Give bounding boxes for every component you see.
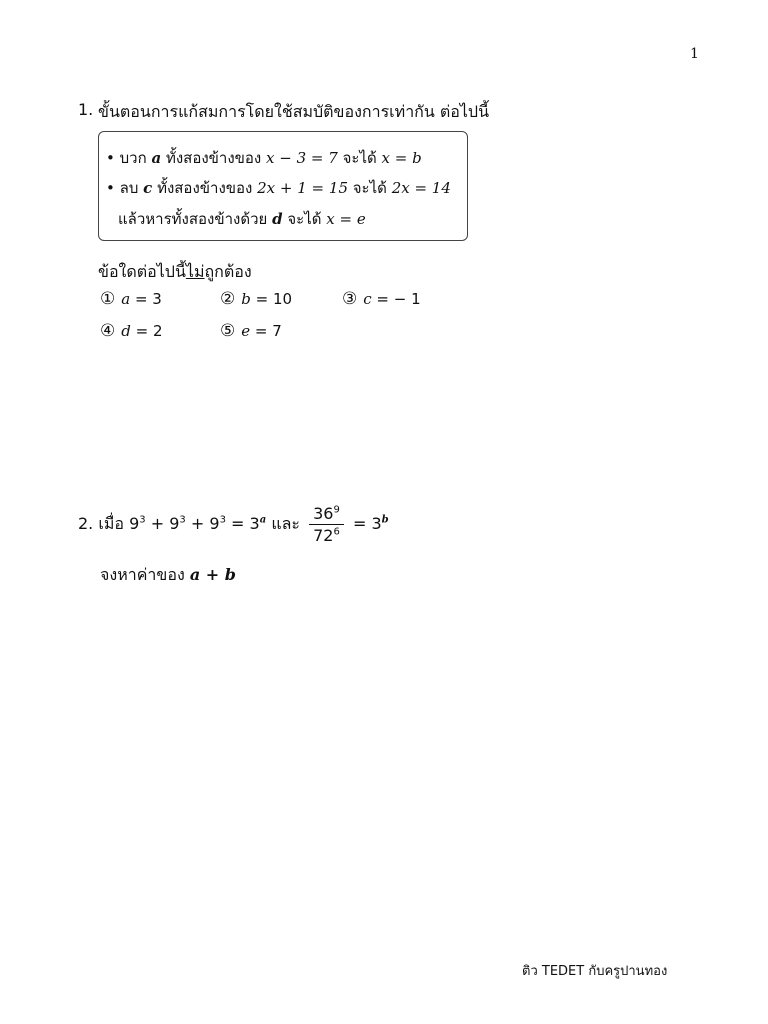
equation: 2x + 1 = 15 xyxy=(257,179,348,197)
circled-4-icon: ④ xyxy=(100,321,116,341)
page-number: 1 xyxy=(690,46,699,62)
option-value: = 7 xyxy=(250,322,282,340)
variable-a: a xyxy=(151,149,162,167)
prompt-emphasis: ไม่ xyxy=(185,262,205,281)
prompt-text: ถูกต้อง xyxy=(204,262,252,281)
fraction-denominator: $72^6$ xyxy=(313,526,340,545)
option-variable: c xyxy=(363,290,372,308)
question-1-number: 1. xyxy=(78,100,94,119)
result: x = e xyxy=(326,210,366,228)
plus-sign: + xyxy=(150,514,165,533)
bullet: • xyxy=(106,179,115,197)
option-variable: e xyxy=(241,322,251,340)
question-2-when: เมื่อ xyxy=(98,514,124,533)
step-text: จะได้ xyxy=(352,179,387,197)
equals-sign: = xyxy=(352,514,367,533)
equation: x − 3 = 7 xyxy=(266,149,338,167)
question-2-ask xyxy=(100,563,236,588)
step-text: ลบ xyxy=(119,179,139,197)
step-text: จะได้ xyxy=(342,149,377,167)
circled-2-icon: ② xyxy=(220,289,236,309)
step-text: บวก xyxy=(119,149,147,167)
circled-1-icon: ① xyxy=(100,289,116,309)
option-1[interactable] xyxy=(100,289,162,309)
option-value: = − 1 xyxy=(371,290,421,308)
question-1-title: ขั้นตอนการแก้สมการโดยใช้สมบัติของการเท่ากัน ต่อไปนี้ xyxy=(98,102,490,121)
question-2-number: 2. xyxy=(78,514,94,533)
term: $9^3$ xyxy=(169,514,186,533)
option-5[interactable] xyxy=(220,321,282,341)
fraction xyxy=(309,504,344,545)
fraction-numerator: $36^9$ xyxy=(309,504,344,525)
rhs-power: 3$^a$ xyxy=(249,514,267,533)
circled-3-icon: ③ xyxy=(342,289,358,309)
footer-text: ติว TEDET กับครูปานทอง xyxy=(522,964,668,979)
equals-sign: = xyxy=(231,514,245,533)
variable-c: c xyxy=(143,179,153,197)
circled-5-icon: ⑤ xyxy=(220,321,236,341)
result: 2x = 14 xyxy=(391,179,451,197)
step-line-1 xyxy=(106,146,422,170)
option-value: = 3 xyxy=(130,290,162,308)
term: $9^3$ xyxy=(129,514,146,533)
step-text: ทั้งสองข้างของ xyxy=(157,179,253,197)
and-word: และ xyxy=(271,514,301,533)
step-text: ทั้งสองข้างของ xyxy=(165,149,262,167)
option-variable: a xyxy=(121,290,131,308)
option-value: = 2 xyxy=(130,322,163,340)
option-4[interactable] xyxy=(100,321,163,341)
plus-sign: + xyxy=(190,514,205,533)
option-variable: d xyxy=(121,322,131,340)
option-3[interactable] xyxy=(342,289,421,309)
prompt-text: ข้อใดต่อไปนี้ xyxy=(98,262,186,281)
ask-expression: a + b xyxy=(189,565,236,584)
result: x = b xyxy=(381,149,422,167)
bullet: • xyxy=(106,149,115,167)
question-1-prompt xyxy=(98,260,252,285)
option-variable: b xyxy=(241,290,251,308)
question-2-statement xyxy=(78,504,389,545)
step-line-3 xyxy=(118,207,366,231)
step-line-2 xyxy=(106,176,451,200)
step-text: จะได้ xyxy=(287,210,322,228)
option-value: = 10 xyxy=(250,290,293,308)
step-text: แล้วหารทั้งสองข้างด้วย xyxy=(118,210,268,228)
ask-text: จงหาค่าของ xyxy=(100,565,185,584)
variable-d: d xyxy=(272,210,283,228)
term: $9^3$ xyxy=(209,514,226,533)
rhs-power-b: 3$^b$ xyxy=(371,514,389,533)
option-2[interactable] xyxy=(220,289,292,309)
